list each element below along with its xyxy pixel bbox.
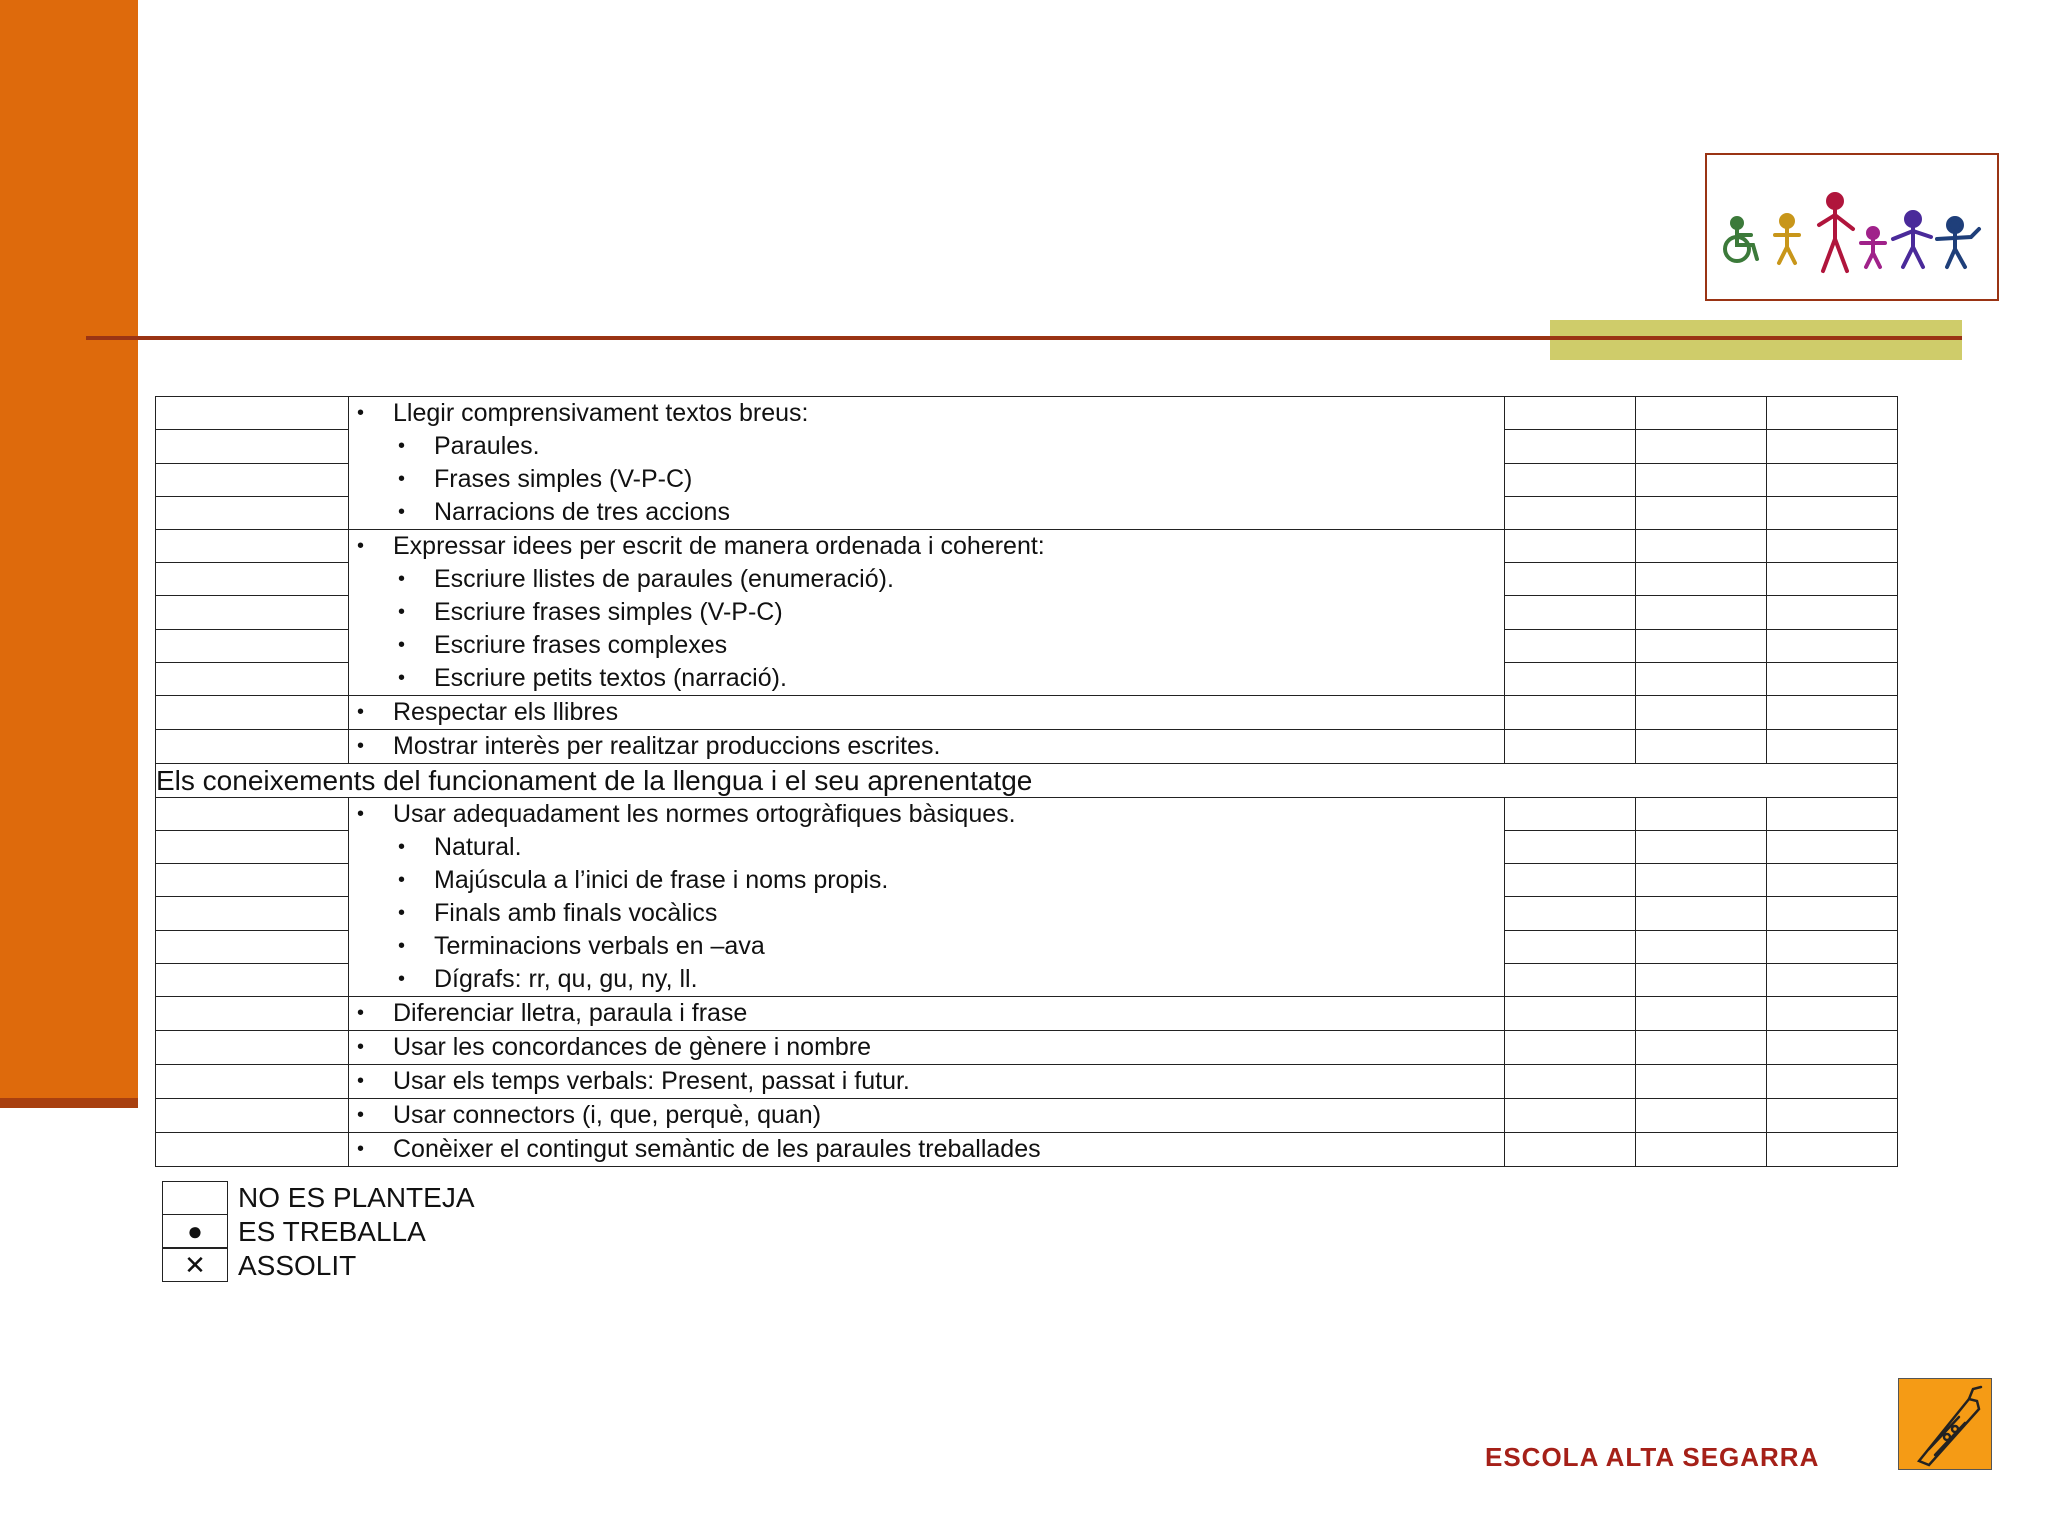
mark-cell[interactable] xyxy=(1636,1031,1767,1065)
bullet-icon: • xyxy=(357,1104,365,1126)
criterion-text: Terminacions verbals en –ava xyxy=(434,932,765,960)
criterion-subitem xyxy=(349,629,1504,662)
mark-cell[interactable] xyxy=(1505,397,1636,430)
section-header: Els coneixements del funcionament de la llengua i el seu aprenentatge xyxy=(156,764,1898,798)
mark-cell[interactable] xyxy=(1505,1031,1636,1065)
criterion-text: Paraules. xyxy=(434,432,540,460)
code-cell xyxy=(156,997,349,1031)
mark-cell[interactable] xyxy=(1505,831,1636,864)
criterion-item xyxy=(349,530,1504,563)
criteria-cell xyxy=(349,397,1505,530)
code-cell xyxy=(156,1065,349,1099)
criterion-subitem xyxy=(349,430,1504,463)
criterion-item xyxy=(349,730,1504,763)
mark-cell[interactable] xyxy=(1505,963,1636,996)
criterion-subitem xyxy=(349,596,1504,629)
mark-cell[interactable] xyxy=(1505,530,1636,563)
mark-cell[interactable] xyxy=(1636,430,1767,463)
table-row xyxy=(156,997,1898,1031)
table-row xyxy=(156,1031,1898,1065)
mark-cell[interactable] xyxy=(1636,798,1767,831)
criterion-text: Dígrafs: rr, qu, gu, ny, ll. xyxy=(434,965,698,993)
bullet-icon: • xyxy=(357,735,365,757)
criterion-text: Narracions de tres accions xyxy=(434,498,730,526)
family-figures-icon xyxy=(1715,173,1989,283)
table-row xyxy=(156,1133,1898,1167)
bullet-icon: • xyxy=(398,935,406,957)
criterion-text: Majúscula a l’inici de frase i noms propis. xyxy=(434,866,889,894)
mark-cell[interactable] xyxy=(1636,463,1767,496)
mark-cell[interactable] xyxy=(1767,997,1898,1031)
olive-accent-block xyxy=(1550,320,1962,360)
code-cell xyxy=(156,730,349,764)
code-cell xyxy=(156,596,349,629)
mark-cell[interactable] xyxy=(1767,1133,1898,1167)
legend-symbol-box: ✕ xyxy=(162,1248,228,1282)
criterion-item xyxy=(349,1065,1504,1098)
bullet-icon: • xyxy=(398,568,406,590)
criterion-text: Usar els temps verbals: Present, passat i futur. xyxy=(393,1067,910,1095)
table-row xyxy=(156,1065,1898,1099)
mark-cell[interactable] xyxy=(1636,530,1767,563)
mark-cell[interactable] xyxy=(1767,1065,1898,1099)
criterion-text: Frases simples (V-P-C) xyxy=(434,465,693,493)
mark-cell[interactable] xyxy=(1767,730,1898,764)
criterion-text: Mostrar interès per realitzar produccions escrites. xyxy=(393,732,941,760)
mark-cell[interactable] xyxy=(1636,596,1767,629)
mark-cell[interactable] xyxy=(1636,864,1767,897)
code-cell xyxy=(156,696,349,730)
criterion-text: Respectar els llibres xyxy=(393,698,619,726)
code-cell xyxy=(156,930,349,963)
mark-cell[interactable] xyxy=(1505,430,1636,463)
bullet-icon: • xyxy=(357,1002,365,1024)
criterion-subitem xyxy=(349,496,1504,529)
criteria-cell xyxy=(349,1065,1505,1099)
code-cell xyxy=(156,831,349,864)
legend-label: ASSOLIT xyxy=(238,1250,357,1281)
criterion-subitem xyxy=(349,930,1504,963)
mark-cell[interactable] xyxy=(1636,1099,1767,1133)
criterion-subitem xyxy=(349,463,1504,496)
mark-cell[interactable] xyxy=(1767,831,1898,864)
mark-cell[interactable] xyxy=(1767,430,1898,463)
code-cell xyxy=(156,963,349,996)
legend-row xyxy=(162,1181,475,1215)
mark-cell[interactable] xyxy=(1767,662,1898,695)
criterion-subitem xyxy=(349,864,1504,897)
bullet-icon: • xyxy=(398,601,406,623)
bullet-icon: • xyxy=(398,968,406,990)
legend-label: NO ES PLANTEJA xyxy=(238,1182,475,1213)
code-cell xyxy=(156,897,349,930)
mark-cell[interactable] xyxy=(1767,596,1898,629)
legend-symbol-box: ● xyxy=(162,1214,228,1248)
criterion-text: Escriure llistes de paraules (enumeració). xyxy=(434,565,894,593)
criterion-text: Usar connectors (i, que, perquè, quan) xyxy=(393,1101,822,1129)
criterion-subitem xyxy=(349,963,1504,996)
mark-cell[interactable] xyxy=(1636,897,1767,930)
mark-cell[interactable] xyxy=(1636,1065,1767,1099)
boat-icon xyxy=(1899,1379,1991,1469)
left-bar-shadow xyxy=(0,1098,138,1108)
table-row xyxy=(156,798,1898,831)
criterion-item xyxy=(349,696,1504,729)
bullet-icon: • xyxy=(357,701,365,723)
mark-cell[interactable] xyxy=(1505,563,1636,596)
criteria-cell xyxy=(349,1099,1505,1133)
criterion-item xyxy=(349,997,1504,1030)
bullet-icon: • xyxy=(398,468,406,490)
mark-cell[interactable] xyxy=(1505,730,1636,764)
table-row xyxy=(156,696,1898,730)
mark-cell[interactable] xyxy=(1636,730,1767,764)
code-cell xyxy=(156,1099,349,1133)
mark-cell[interactable] xyxy=(1505,997,1636,1031)
bullet-icon: • xyxy=(398,836,406,858)
bullet-icon: • xyxy=(357,1036,365,1058)
criterion-subitem xyxy=(349,831,1504,864)
mark-cell[interactable] xyxy=(1767,930,1898,963)
code-cell xyxy=(156,563,349,596)
school-name: ESCOLA ALTA SEGARRA xyxy=(1485,1442,1820,1472)
mark-cell[interactable] xyxy=(1636,831,1767,864)
mark-cell[interactable] xyxy=(1636,496,1767,529)
legend xyxy=(162,1181,475,1283)
code-cell xyxy=(156,430,349,463)
code-cell xyxy=(156,629,349,662)
criterion-text: Escriure frases complexes xyxy=(434,631,728,659)
mark-cell[interactable] xyxy=(1505,864,1636,897)
code-cell xyxy=(156,798,349,831)
bullet-icon: • xyxy=(357,1070,365,1092)
mark-cell[interactable] xyxy=(1505,798,1636,831)
header-divider-line xyxy=(86,336,1962,340)
bullet-icon: • xyxy=(398,435,406,457)
mark-cell[interactable] xyxy=(1636,1133,1767,1167)
legend-symbol-box xyxy=(162,1181,228,1215)
code-cell xyxy=(156,864,349,897)
mark-cell[interactable] xyxy=(1636,662,1767,695)
code-cell xyxy=(156,1133,349,1167)
table-row xyxy=(156,397,1898,430)
bullet-icon: • xyxy=(398,634,406,656)
table-row xyxy=(156,530,1898,563)
mark-cell[interactable] xyxy=(1767,963,1898,996)
criterion-text: Usar les concordances de gènere i nombre xyxy=(393,1033,872,1061)
mark-cell[interactable] xyxy=(1505,930,1636,963)
mark-cell[interactable] xyxy=(1767,798,1898,831)
mark-cell[interactable] xyxy=(1767,629,1898,662)
criterion-text: Natural. xyxy=(434,833,522,861)
mark-cell[interactable] xyxy=(1767,397,1898,430)
mark-cell[interactable] xyxy=(1505,897,1636,930)
bullet-icon: • xyxy=(357,535,365,557)
criterion-text: Escriure frases simples (V-P-C) xyxy=(434,598,783,626)
bullet-icon: • xyxy=(357,402,365,424)
section-header-row xyxy=(156,764,1898,798)
mark-cell[interactable] xyxy=(1767,496,1898,529)
criterion-subitem xyxy=(349,897,1504,930)
criterion-item xyxy=(349,1133,1504,1166)
bullet-icon: • xyxy=(398,667,406,689)
mark-cell[interactable] xyxy=(1636,629,1767,662)
bullet-icon: • xyxy=(398,902,406,924)
criterion-item xyxy=(349,1031,1504,1064)
mark-cell[interactable] xyxy=(1505,1133,1636,1167)
criterion-text: Diferenciar lletra, paraula i frase xyxy=(393,999,748,1027)
code-cell xyxy=(156,463,349,496)
criterion-text: Expressar idees per escrit de manera ordenada i coherent: xyxy=(393,532,1045,560)
criteria-cell xyxy=(349,1133,1505,1167)
code-cell xyxy=(156,530,349,563)
criterion-text: Usar adequadament les normes ortogràfiques bàsiques. xyxy=(393,800,1016,828)
criterion-text: Finals amb finals vocàlics xyxy=(434,899,718,927)
code-cell xyxy=(156,397,349,430)
mark-cell[interactable] xyxy=(1767,563,1898,596)
legend-label: ES TREBALLA xyxy=(238,1216,426,1247)
table-row xyxy=(156,730,1898,764)
mark-cell[interactable] xyxy=(1505,1099,1636,1133)
mark-cell[interactable] xyxy=(1767,463,1898,496)
mark-cell[interactable] xyxy=(1767,897,1898,930)
mark-cell[interactable] xyxy=(1636,963,1767,996)
mark-cell[interactable] xyxy=(1767,696,1898,730)
mark-cell[interactable] xyxy=(1505,696,1636,730)
criteria-cell xyxy=(349,1031,1505,1065)
criteria-cell xyxy=(349,997,1505,1031)
mark-cell[interactable] xyxy=(1505,1065,1636,1099)
criterion-item xyxy=(349,1099,1504,1132)
mark-cell[interactable] xyxy=(1505,496,1636,529)
bullet-icon: • xyxy=(357,803,365,825)
mark-cell[interactable] xyxy=(1636,997,1767,1031)
mark-cell[interactable] xyxy=(1636,930,1767,963)
criteria-cell xyxy=(349,730,1505,764)
code-cell xyxy=(156,662,349,695)
assessment-table xyxy=(155,396,1898,1167)
boat-logo xyxy=(1898,1378,1992,1470)
bullet-icon: • xyxy=(357,1138,365,1160)
mark-cell[interactable] xyxy=(1767,1099,1898,1133)
table-row xyxy=(156,1099,1898,1133)
criterion-text: Escriure petits textos (narració). xyxy=(434,664,787,692)
criteria-cell xyxy=(349,696,1505,730)
mark-cell[interactable] xyxy=(1636,563,1767,596)
mark-cell[interactable] xyxy=(1636,397,1767,430)
mark-cell[interactable] xyxy=(1767,530,1898,563)
criterion-text: Llegir comprensivament textos breus: xyxy=(393,399,809,427)
criteria-cell xyxy=(349,530,1505,696)
bullet-icon: • xyxy=(398,501,406,523)
mark-cell[interactable] xyxy=(1505,662,1636,695)
criteria-cell xyxy=(349,798,1505,997)
criterion-subitem xyxy=(349,563,1504,596)
mark-cell[interactable] xyxy=(1505,596,1636,629)
mark-cell[interactable] xyxy=(1767,864,1898,897)
mark-cell[interactable] xyxy=(1505,463,1636,496)
mark-cell[interactable] xyxy=(1636,696,1767,730)
family-figures-logo xyxy=(1705,153,1999,301)
mark-cell[interactable] xyxy=(1767,1031,1898,1065)
criterion-item xyxy=(349,798,1504,831)
code-cell xyxy=(156,1031,349,1065)
criterion-item xyxy=(349,397,1504,430)
mark-cell[interactable] xyxy=(1505,629,1636,662)
left-orange-bar xyxy=(0,0,138,1098)
code-cell xyxy=(156,496,349,529)
bullet-icon: • xyxy=(398,869,406,891)
legend-row xyxy=(162,1249,475,1283)
criterion-text: Conèixer el contingut semàntic de les paraules treballades xyxy=(393,1135,1041,1163)
criterion-subitem xyxy=(349,662,1504,695)
legend-row xyxy=(162,1215,475,1249)
